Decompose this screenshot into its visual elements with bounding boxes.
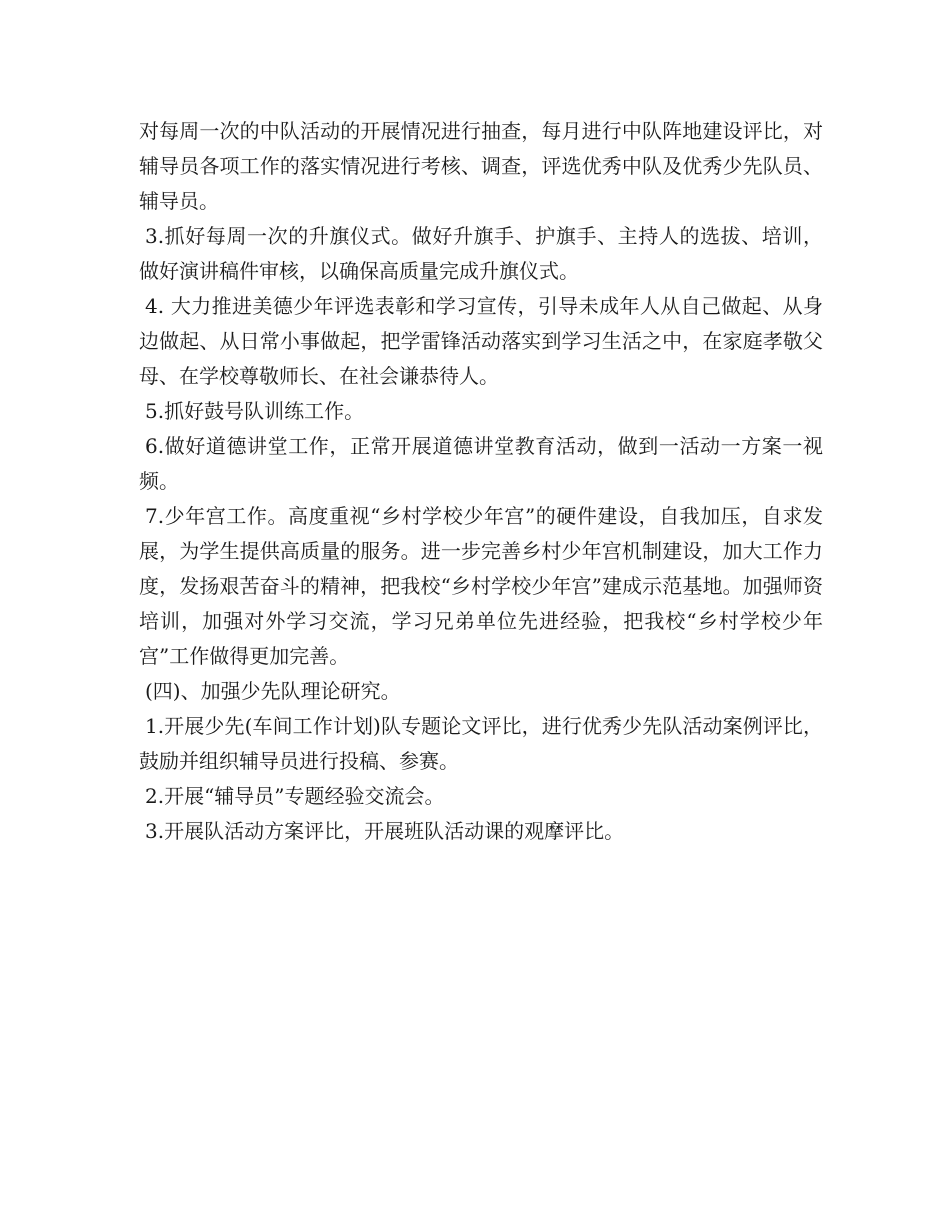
section-heading-theory-research: (四)、加强少先队理论研究。: [145, 679, 401, 703]
paragraph-item-6-moral-lecture: 6.做好道德讲堂工作，正常开展道德讲堂教育活动，做到一活动一方案一视频。: [139, 434, 823, 493]
paragraph-item-3-flag-ceremony: 3.抓好每周一次的升旗仪式。做好升旗手、护旗手、主持人的选拔、培训，做好演讲稿件审核，以确保高质量完成升旗仪式。: [139, 224, 823, 283]
paragraph-item-1-paper-review: 1.开展少先(车间工作计划)队专题论文评比，进行优秀少先队活动案例评比，鼓励并组织辅导员进行投稿、参赛。: [139, 714, 823, 773]
paragraph-item-7-youth-palace: 7.少年宫工作。高度重视“乡村学校少年宫”的硬件建设，自我加压，自求发展，为学生提供高质量的服务。进一步完善乡村少年宫机制建设，加大工作力度，发扬艰苦奋斗的精神，把我校“乡村学校少年宫”建成示范基地。加强师资培训，加强对外学习交流，学习兄弟单位先进经验，把我校“乡村学校少年宫”工作做得更加完善。: [139, 504, 823, 668]
paragraph-item-4-virtue-youth: 4. 大力推进美德少年评选表彰和学习宣传，引导未成年人从自己做起、从身边做起、从日常小事做起，把学雷锋活动落实到学习生活之中，在家庭孝敬父母、在学校尊敬师长、在社会谦恭待人。: [139, 294, 823, 388]
paragraph-item-2-counselor-exchange: 2.开展“辅导员”专题经验交流会。: [145, 784, 445, 808]
document-body: [139, 114, 823, 849]
paragraph-item-3-activity-plan-review: 3.开展队活动方案评比，开展班队活动课的观摩评比。: [145, 819, 625, 843]
paragraph-inspection-evaluation: 对每周一次的中队活动的开展情况进行抽查，每月进行中队阵地建设评比，对辅导员各项工作的落实情况进行考核、调查，评选优秀中队及优秀少先队员、辅导员。: [139, 119, 823, 213]
paragraph-item-5-drum-team: 5.抓好鼓号队训练工作。: [145, 399, 365, 423]
